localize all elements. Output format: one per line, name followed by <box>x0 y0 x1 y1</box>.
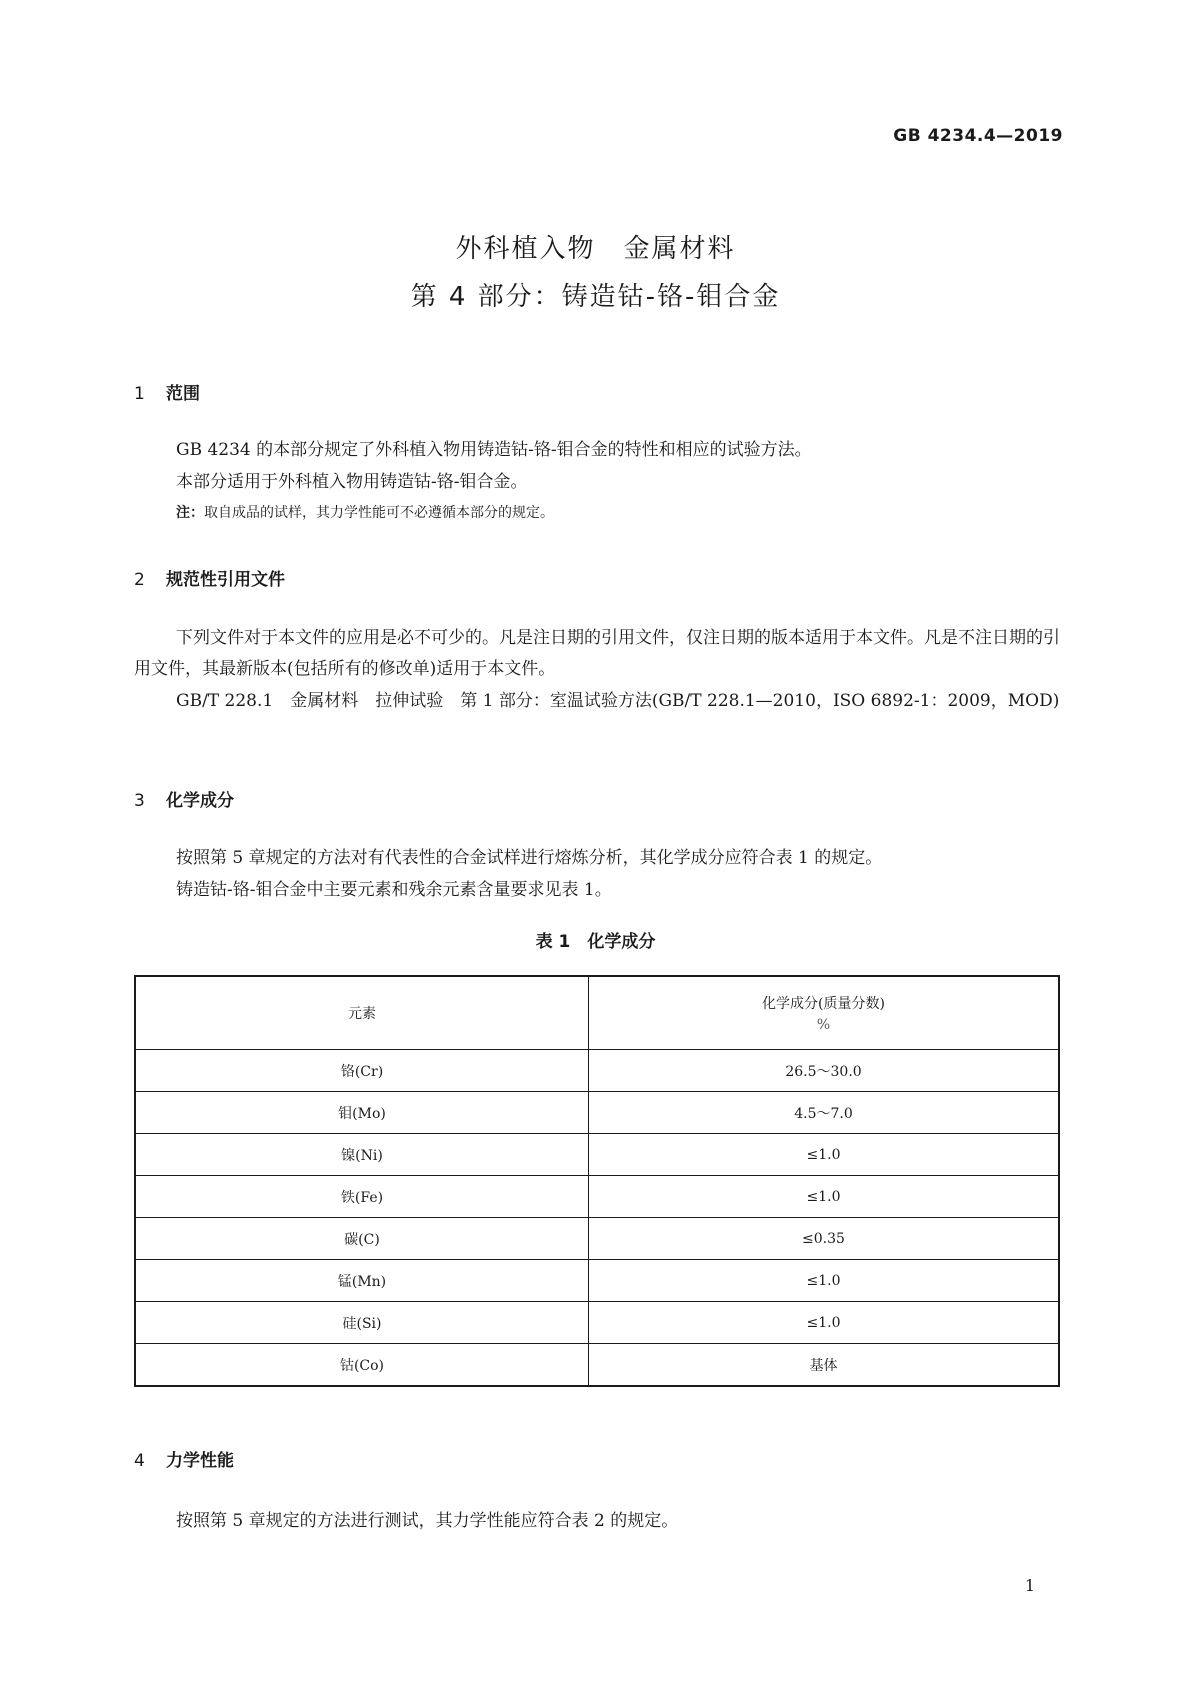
section-3-paragraph-1: 按照第 5 章规定的方法对有代表性的合金试样进行熔炼分析，其化学成分应符合表 1 的规定。 <box>176 848 883 868</box>
table-1-caption: 表 1 化学成分 <box>535 932 656 952</box>
row-value: 26.5～30.0 <box>589 1050 1060 1092</box>
section-2-reference: GB/T 228.1 金属材料 拉伸试验 第 1 部分：室温试验方法(GB/T 228.1—2010，ISO 6892-1：2009，MOD) <box>176 691 1060 711</box>
row-element: 锰(Mn) <box>135 1260 589 1302</box>
section-1-heading <box>134 379 200 404</box>
row-element: 铁(Fe) <box>135 1176 589 1218</box>
row-element: 镍(Ni) <box>135 1134 589 1176</box>
row-element: 碳(C) <box>135 1218 589 1260</box>
table-row <box>135 1050 1059 1092</box>
row-element: 铬(Cr) <box>135 1050 589 1092</box>
header-content <box>589 976 1060 1050</box>
section-1-paragraph-2: 本部分适用于外科植入物用铸造钴-铬-钼合金。 <box>176 472 528 492</box>
section-2-number: 2 <box>134 570 145 590</box>
section-2-heading <box>134 565 285 590</box>
table-row <box>135 1134 1059 1176</box>
chemical-composition-table <box>134 975 1060 1387</box>
section-2-title: 规范性引用文件 <box>166 570 285 590</box>
row-value: 4.5～7.0 <box>589 1092 1060 1134</box>
section-1-note <box>176 502 554 522</box>
section-1-paragraph-1: GB 4234 的本部分规定了外科植入物用铸造钴-铬-钼合金的特性和相应的试验方法。 <box>176 440 812 460</box>
row-value: ≤1.0 <box>589 1260 1060 1302</box>
row-element: 钴(Co) <box>135 1344 589 1387</box>
section-3-paragraph-2: 铸造钴-铬-钼合金中主要元素和残余元素含量要求见表 1。 <box>176 880 612 900</box>
row-value: 基体 <box>589 1344 1060 1387</box>
section-1-title: 范围 <box>166 384 200 404</box>
section-4-paragraph-1: 按照第 5 章规定的方法进行测试，其力学性能应符合表 2 的规定。 <box>176 1511 679 1531</box>
table-row <box>135 1302 1059 1344</box>
section-3-number: 3 <box>134 791 145 811</box>
section-3-heading <box>134 786 234 811</box>
table-row <box>135 1218 1059 1260</box>
row-value: ≤1.0 <box>589 1134 1060 1176</box>
note-label: 注： <box>176 505 204 521</box>
table-row <box>135 1092 1059 1134</box>
section-4-title: 力学性能 <box>166 1451 234 1471</box>
table-row <box>135 1260 1059 1302</box>
page-number: 1 <box>1024 1576 1035 1595</box>
header-element: 元素 <box>135 976 589 1050</box>
table-header-row <box>135 976 1059 1050</box>
section-3-title: 化学成分 <box>166 791 234 811</box>
row-value: ≤1.0 <box>589 1302 1060 1344</box>
standard-code: GB 4234.4—2019 <box>893 126 1063 146</box>
document-title-line2: 第 4 部分：铸造钴-铬-钼合金 <box>410 282 781 312</box>
row-element: 硅(Si) <box>135 1302 589 1344</box>
row-value: ≤1.0 <box>589 1176 1060 1218</box>
header-content-label: 化学成分(质量分数) <box>762 996 885 1012</box>
table-row <box>135 1344 1059 1387</box>
section-4-number: 4 <box>134 1451 145 1471</box>
row-value: ≤0.35 <box>589 1218 1060 1260</box>
note-text: 取自成品的试样，其力学性能可不必遵循本部分的规定。 <box>204 505 554 521</box>
section-1-number: 1 <box>134 384 145 404</box>
header-content-unit: % <box>816 1017 831 1033</box>
document-title-line1: 外科植入物 金属材料 <box>455 234 736 264</box>
table-row <box>135 1176 1059 1218</box>
section-4-heading <box>134 1446 234 1471</box>
section-2-paragraph-1: 下列文件对于本文件的应用是必不可少的。凡是注日期的引用文件，仅注日期的版本适用于本文件。凡是不注日期的引用文件，其最新版本(包括所有的修改单)适用于本文件。 <box>134 628 1060 679</box>
row-element: 钼(Mo) <box>135 1092 589 1134</box>
